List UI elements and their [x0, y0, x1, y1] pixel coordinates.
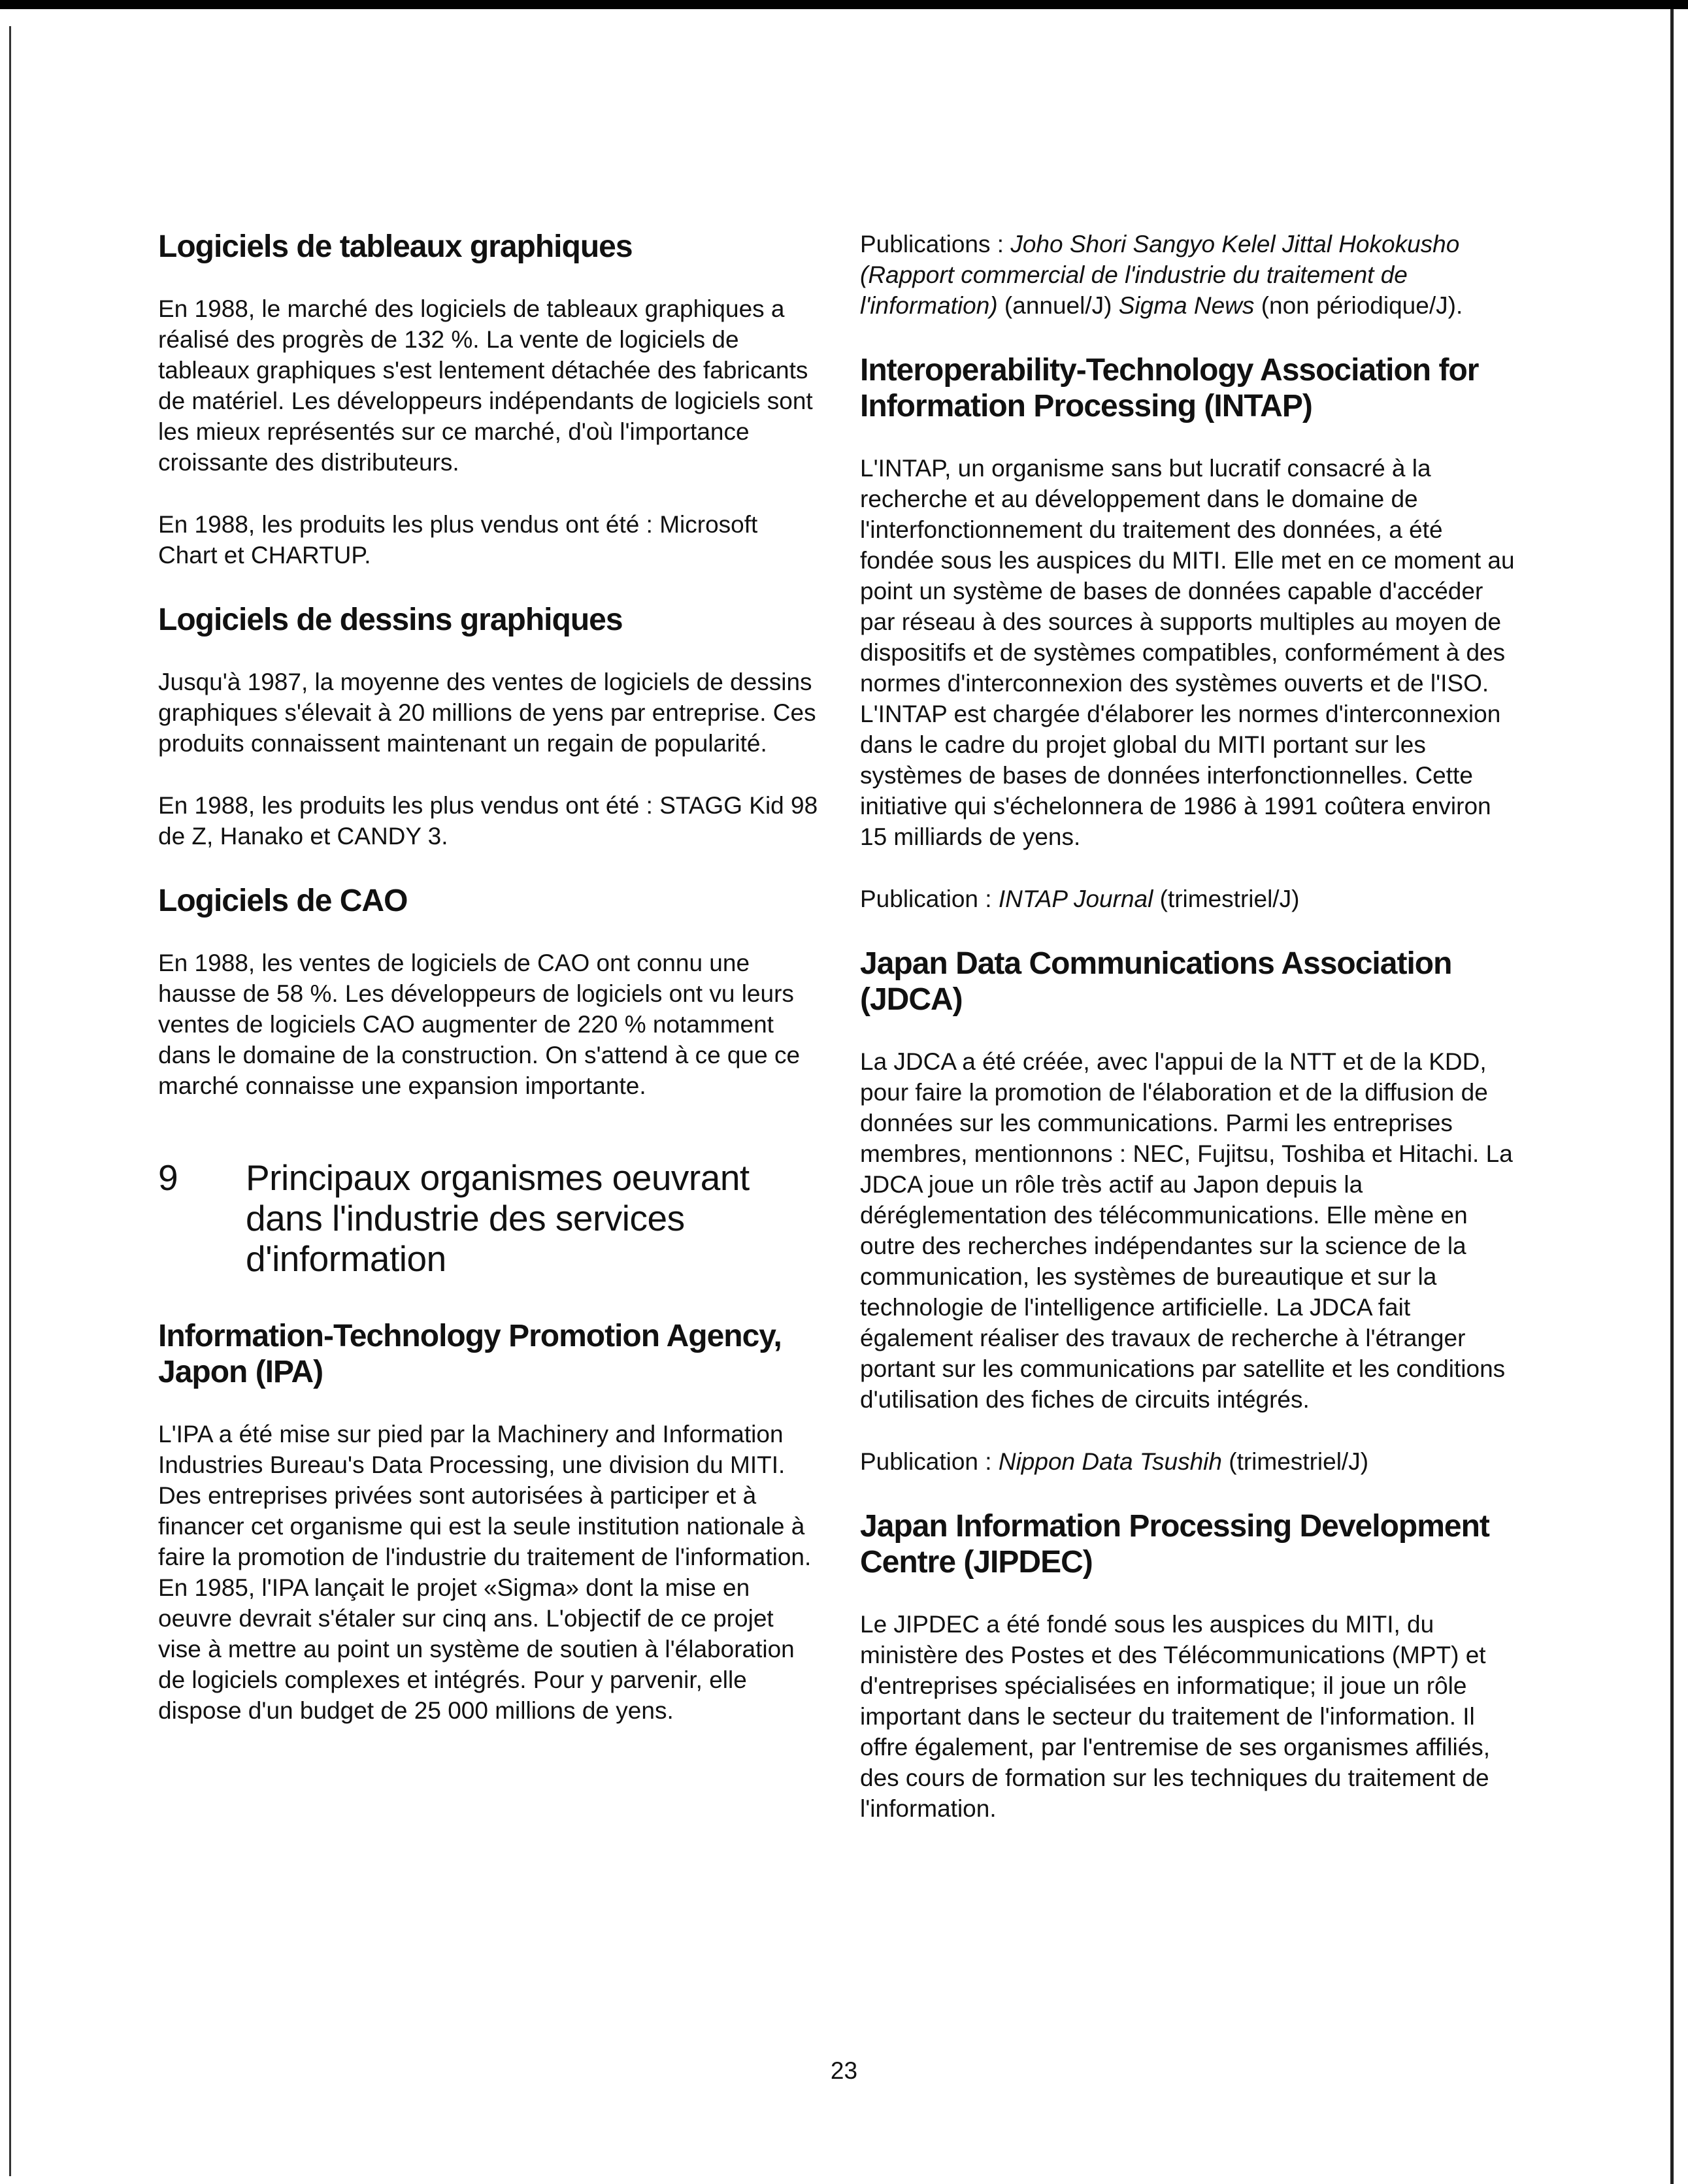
paragraph-dessins-2: En 1988, les produits les plus vendus ont été : STAGG Kid 98 de Z, Hanako et CANDY 3. [158, 792, 818, 850]
publication-frequency: (trimestriel/J) [1221, 1448, 1369, 1475]
heading-cao: Logiciels de CAO [158, 884, 408, 918]
paragraph-intap: L'INTAP, un organisme sans but lucratif consacré à la recherche et au développement dans le domaine de l'interfonctionnement du traitement des données, a été fondée sous les auspices du MITI. Elle met en ce moment au point un système de bases de données capable d'accéder par réseau à des sources à supports multiples au moyen de dispositifs et de systèmes compatibles, conformément à des normes d'interconnexion des systèmes ouverts et de l'ISO. L'INTAP est chargée d'élaborer les normes d'interconnexion dans le cadre du projet global du MITI portant sur les systèmes de bases de données interfonctionnelles. Cette initiative qui s'échelonnera de 1986 à 1991 coûtera environ 15 milliards de yens. [860, 455, 1515, 850]
section-title: Principaux organismes oeuvrant dans l'industrie des services d'information [246, 1157, 750, 1279]
publication-title-joho-shori: Joho Shori Sangyo Kelel Jittal Hokokusho (Rapport commercial de l'industrie du traitement de l'information) [860, 231, 1460, 319]
paragraph-tableaux-1: En 1988, le marché des logiciels de tableaux graphiques a réalisé des progrès de 132 %. La vente de logiciels de tableaux graphiques s'est lentement détachée des fabricants de matériel. Les développeurs indépendants de logiciels sont les mieux représentés sur ce marché, d'où l'importance croissante des distributeurs. [158, 295, 813, 476]
publication-title-sigma-news: Sigma News [1118, 292, 1255, 319]
paragraph-jipdec: Le JIPDEC a été fondé sous les auspices du MITI, du ministère des Postes et des Télécommunications (MPT) et d'entreprises spécialisées en informatique; il joue un rôle important dans le secteur du traitement de l'information. Il offre également, par l'entremise de ses organismes affiliés, des cours de formation sur les techniques du traitement de l'information. [860, 1611, 1491, 1822]
heading-ipa: Information-Technology Promotion Agency, Japon (IPA) [158, 1319, 782, 1389]
right-column [860, 229, 1520, 1855]
section-number: 9 [158, 1157, 178, 1198]
publication-frequency: (trimestriel/J) [1153, 885, 1300, 912]
section-heading [158, 1157, 818, 1279]
heading-intap: Interoperability-Technology Association for Information Processing (INTAP) [860, 353, 1479, 423]
publication-label: Publication : [860, 885, 999, 912]
paragraph-dessins-1: Jusqu'à 1987, la moyenne des ventes de logiciels de dessins graphiques s'élevait à 20 millions de yens par entreprise. Ces produits connaissent maintenant un regain de popularité. [158, 669, 816, 757]
publications-label: Publications : [860, 231, 1011, 257]
heading-tableaux-graphiques: Logiciels de tableaux graphiques [158, 229, 633, 264]
scan-right-edge [1670, 9, 1674, 2184]
scan-top-border [0, 0, 1688, 9]
paragraph-jdca: La JDCA a été créée, avec l'appui de la NTT et de la KDD, pour faire la promotion de l'élaboration et de la diffusion de données sur les communications. Parmi les entreprises membres, mentionnons : NEC, Fujitsu, Toshiba et Hitachi. La JDCA joue un rôle très actif au Japon depuis la déréglementation des télécommunications. Elle mène en outre des recherches indépendantes sur la science de la communication, les systèmes de bureautique et sur la technologie de l'intelligence artificielle. La JDCA fait également réaliser des travaux de recherche à l'étranger portant sur les communications par satellite et les conditions d'utilisation des fiches de circuits intégrés. [860, 1048, 1513, 1413]
scan-left-edge [9, 26, 11, 2176]
publications-sigma [860, 229, 1520, 321]
paragraph-ipa: L'IPA a été mise sur pied par la Machinery and Information Industries Bureau's Data Processing, une division du MITI. Des entreprises privées sont autorisées à participer et à financer cet organisme qui est la seule institution nationale à faire la promotion de l'industrie du traitement de l'information. En 1985, l'IPA lançait le projet «Sigma» dont la mise en oeuvre devrait s'étaler sur cinq ans. L'objectif de ce projet vise à mettre au point un système de soutien à l'élaboration de logiciels complexes et intégrés. Pour y parvenir, elle dispose d'un budget de 25 000 millions de yens. [158, 1421, 812, 1724]
paragraph-cao: En 1988, les ventes de logiciels de CAO ont connu une hausse de 58 %. Les développeurs de logiciels ont vu leurs ventes de logiciels CAO augmenter de 220 % notamment dans le domaine de la construction. On s'attend à ce que ce marché connaisse une expansion importante. [158, 950, 801, 1099]
page-number: 23 [830, 2057, 858, 2084]
heading-dessins-graphiques: Logiciels de dessins graphiques [158, 603, 623, 637]
publication-frequency: (annuel/J) [997, 292, 1119, 319]
publication-title-nippon-data: Nippon Data Tsushih [998, 1448, 1222, 1475]
left-column [158, 229, 818, 1757]
publication-label: Publication : [860, 1448, 999, 1475]
paragraph-tableaux-2: En 1988, les produits les plus vendus ont été : Microsoft Chart et CHARTUP. [158, 511, 758, 569]
publication-title-intap-journal: INTAP Journal [998, 885, 1153, 912]
heading-jipdec: Japan Information Processing Development Centre (JIPDEC) [860, 1509, 1489, 1580]
publication-jdca [860, 1446, 1520, 1477]
publication-intap [860, 884, 1520, 914]
heading-jdca: Japan Data Communications Association (JDCA) [860, 946, 1452, 1017]
publication-frequency: (non périodique/J). [1254, 292, 1463, 319]
